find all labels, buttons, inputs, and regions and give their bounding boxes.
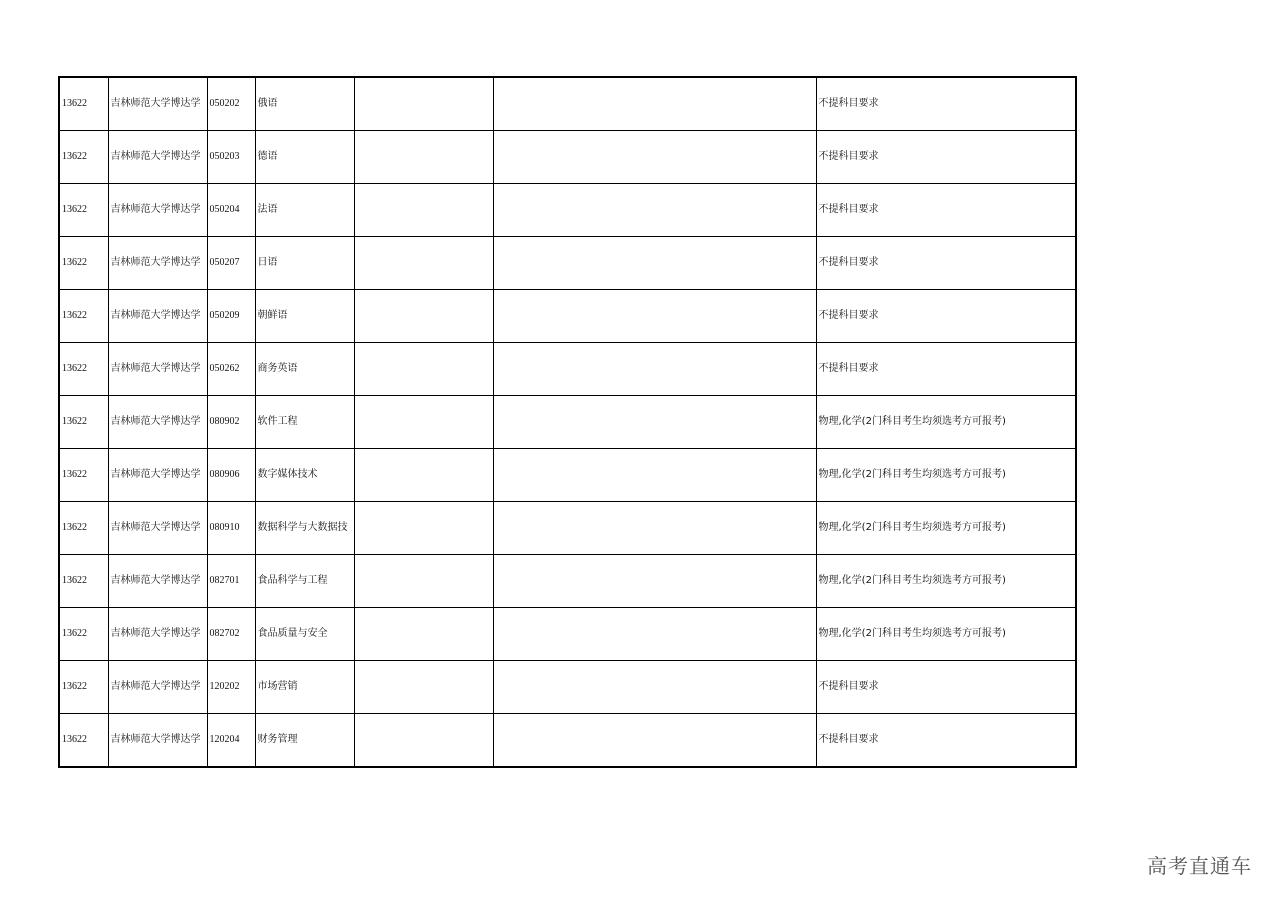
- blank-cell: [354, 608, 493, 661]
- subject-requirement-cell: 不提科目要求: [816, 131, 1076, 184]
- blank-cell: [354, 661, 493, 714]
- table-row: [59, 449, 1076, 502]
- blank-cell: [493, 237, 816, 290]
- table-row: [59, 343, 1076, 396]
- table-row: [59, 396, 1076, 449]
- major-name-cell: 市场营销: [255, 661, 354, 714]
- school-code-cell: 13622: [59, 343, 108, 396]
- school-name-cell: 吉林师范大学博达学: [108, 714, 207, 768]
- table-row: [59, 502, 1076, 555]
- blank-cell: [354, 396, 493, 449]
- major-name-cell: 商务英语: [255, 343, 354, 396]
- school-code-cell: 13622: [59, 237, 108, 290]
- blank-cell: [493, 77, 816, 131]
- table-row: [59, 131, 1076, 184]
- major-code-cell: 080902: [207, 396, 255, 449]
- major-name-cell: 财务管理: [255, 714, 354, 768]
- major-name-cell: 数字媒体技术: [255, 449, 354, 502]
- major-code-cell: 082702: [207, 608, 255, 661]
- school-code-cell: 13622: [59, 608, 108, 661]
- blank-cell: [354, 502, 493, 555]
- watermark-text: 高考直通车: [1147, 854, 1252, 878]
- table-row: [59, 661, 1076, 714]
- school-name-cell: 吉林师范大学博达学: [108, 608, 207, 661]
- school-code-cell: 13622: [59, 661, 108, 714]
- major-code-cell: 120204: [207, 714, 255, 768]
- school-name-cell: 吉林师范大学博达学: [108, 77, 207, 131]
- major-code-cell: 050209: [207, 290, 255, 343]
- school-name-cell: 吉林师范大学博达学: [108, 184, 207, 237]
- major-code-cell: 080910: [207, 502, 255, 555]
- subject-requirement-cell: 不提科目要求: [816, 661, 1076, 714]
- school-code-cell: 13622: [59, 131, 108, 184]
- major-name-cell: 俄语: [255, 77, 354, 131]
- table-row: [59, 608, 1076, 661]
- blank-cell: [493, 184, 816, 237]
- school-code-cell: 13622: [59, 449, 108, 502]
- blank-cell: [493, 343, 816, 396]
- school-name-cell: 吉林师范大学博达学: [108, 290, 207, 343]
- school-name-cell: 吉林师范大学博达学: [108, 555, 207, 608]
- blank-cell: [354, 131, 493, 184]
- blank-cell: [493, 502, 816, 555]
- subject-requirements-table: [58, 76, 1077, 768]
- table-row: [59, 290, 1076, 343]
- blank-cell: [493, 449, 816, 502]
- school-name-cell: 吉林师范大学博达学: [108, 502, 207, 555]
- subject-requirement-cell: 物理,化学(2门科目考生均须选考方可报考): [816, 502, 1076, 555]
- major-name-cell: 德语: [255, 131, 354, 184]
- major-name-cell: 日语: [255, 237, 354, 290]
- blank-cell: [354, 184, 493, 237]
- major-code-cell: 050203: [207, 131, 255, 184]
- school-code-cell: 13622: [59, 396, 108, 449]
- school-name-cell: 吉林师范大学博达学: [108, 237, 207, 290]
- blank-cell: [354, 714, 493, 768]
- table-row: [59, 714, 1076, 768]
- major-name-cell: 软件工程: [255, 396, 354, 449]
- school-name-cell: 吉林师范大学博达学: [108, 661, 207, 714]
- subject-requirement-cell: 物理,化学(2门科目考生均须选考方可报考): [816, 555, 1076, 608]
- major-code-cell: 082701: [207, 555, 255, 608]
- blank-cell: [354, 449, 493, 502]
- school-code-cell: 13622: [59, 714, 108, 768]
- table-body: [59, 77, 1076, 767]
- blank-cell: [493, 555, 816, 608]
- school-name-cell: 吉林师范大学博达学: [108, 449, 207, 502]
- table-row: [59, 77, 1076, 131]
- major-code-cell: 080906: [207, 449, 255, 502]
- subject-requirement-cell: 不提科目要求: [816, 184, 1076, 237]
- blank-cell: [493, 131, 816, 184]
- major-name-cell: 数据科学与大数据技: [255, 502, 354, 555]
- school-code-cell: 13622: [59, 502, 108, 555]
- blank-cell: [493, 396, 816, 449]
- major-name-cell: 食品科学与工程: [255, 555, 354, 608]
- school-code-cell: 13622: [59, 184, 108, 237]
- major-code-cell: 050204: [207, 184, 255, 237]
- blank-cell: [354, 555, 493, 608]
- blank-cell: [354, 237, 493, 290]
- subject-requirement-cell: 不提科目要求: [816, 714, 1076, 768]
- blank-cell: [493, 661, 816, 714]
- subject-requirement-cell: 不提科目要求: [816, 343, 1076, 396]
- major-code-cell: 120202: [207, 661, 255, 714]
- school-code-cell: 13622: [59, 290, 108, 343]
- major-code-cell: 050262: [207, 343, 255, 396]
- subject-requirement-cell: 物理,化学(2门科目考生均须选考方可报考): [816, 608, 1076, 661]
- blank-cell: [493, 608, 816, 661]
- blank-cell: [493, 290, 816, 343]
- subject-requirement-cell: 不提科目要求: [816, 77, 1076, 131]
- table-row: [59, 555, 1076, 608]
- subject-requirement-cell: 不提科目要求: [816, 237, 1076, 290]
- major-name-cell: 食品质量与安全: [255, 608, 354, 661]
- blank-cell: [354, 77, 493, 131]
- major-code-cell: 050202: [207, 77, 255, 131]
- blank-cell: [493, 714, 816, 768]
- major-name-cell: 朝鲜语: [255, 290, 354, 343]
- blank-cell: [354, 290, 493, 343]
- subject-requirement-cell: 物理,化学(2门科目考生均须选考方可报考): [816, 396, 1076, 449]
- major-code-cell: 050207: [207, 237, 255, 290]
- school-name-cell: 吉林师范大学博达学: [108, 131, 207, 184]
- school-code-cell: 13622: [59, 77, 108, 131]
- school-code-cell: 13622: [59, 555, 108, 608]
- subject-requirement-cell: 不提科目要求: [816, 290, 1076, 343]
- table-row: [59, 237, 1076, 290]
- blank-cell: [354, 343, 493, 396]
- table-row: [59, 184, 1076, 237]
- major-name-cell: 法语: [255, 184, 354, 237]
- school-name-cell: 吉林师范大学博达学: [108, 343, 207, 396]
- subject-requirement-cell: 物理,化学(2门科目考生均须选考方可报考): [816, 449, 1076, 502]
- school-name-cell: 吉林师范大学博达学: [108, 396, 207, 449]
